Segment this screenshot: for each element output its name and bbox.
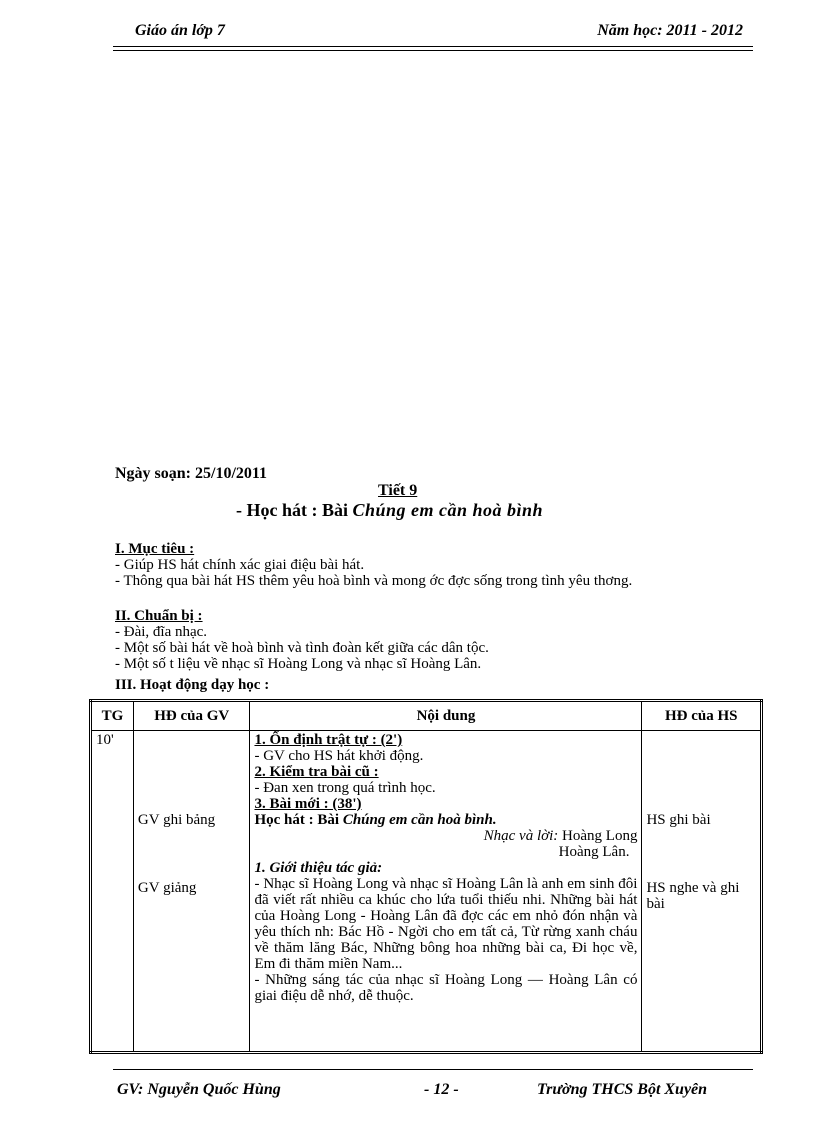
- hs-action: HS ghi bài: [646, 812, 711, 828]
- table-header-row: [91, 701, 762, 731]
- song-prefix: Học hát : Bài: [254, 812, 343, 828]
- header-tg: TG: [91, 701, 134, 731]
- page-number: - 12 -: [424, 1081, 459, 1098]
- footer-left: GV: Nguyễn Quốc Hùng: [117, 1081, 281, 1098]
- lesson-song: Chúng em cần hoà bình: [352, 500, 544, 520]
- material-item: - Một số t liệu về nhạc sĩ Hoàng Long và nhạc sĩ Hoàng Lân.: [115, 656, 482, 672]
- header-left: Giáo án lớp 7: [135, 22, 225, 39]
- section-text: - GV cho HS hát khởi động.: [254, 748, 424, 764]
- intro-paragraph: - Những sáng tác của nhạc sĩ Hoàng Long — Hoàng Lân có giai điệu dễ nhớ, dễ thuộc.: [254, 972, 638, 1004]
- section-text: - Đan xen trong quá trình học.: [254, 780, 436, 796]
- table-row: [91, 731, 762, 1053]
- material-item: - Đài, đĩa nhạc.: [115, 624, 208, 640]
- intro-paragraph: - Nhạc sĩ Hoàng Long và nhạc sĩ Hoàng Lân là anh em sinh đôi đã viết rất nhiều ca khúc cho lứa tuổi thiếu nhi. Những bài hát của Hoàng Long - Hoàng Lân đã đợc các em nhỏ đón nhận và yêu thích nh: Bác Hồ - Ngời cho em tất cả, Từ rừng xanh cháu về thăm lăng Bác, Những bông hoa những bài ca, Đi học về, Em đi thăm miền Nam...: [254, 876, 638, 972]
- footer-right: Trường THCS Bột Xuyên: [537, 1081, 708, 1098]
- objectives-section: [115, 541, 755, 589]
- header-rule: [113, 46, 753, 47]
- activities-heading: III. Hoạt động dạy học :: [115, 677, 270, 693]
- period-title: Tiết 9: [378, 482, 418, 499]
- intro-heading: 1. Giới thiệu tác giả:: [254, 860, 383, 876]
- section-heading: 1. Ổn định trật tự : (2'): [254, 732, 403, 748]
- cell-hs: [642, 731, 762, 1053]
- header-right: Năm học: 2011 - 2012: [597, 22, 743, 39]
- song-line: [254, 812, 637, 828]
- objectives-heading: I. Mục tiêu :: [115, 541, 195, 557]
- author-line-2: Hoàng Lân.: [558, 844, 630, 860]
- objective-item: - Thông qua bài hát HS thêm yêu hoà bình và mong ớc đợc sống trong tình yêu thơng.: [115, 573, 633, 589]
- material-item: - Một số bài hát về hoà bình và tình đoàn kết giữa các dân tộc.: [115, 640, 489, 656]
- song-title: Chúng em cần hoà bình.: [342, 812, 497, 828]
- footer-rule: [113, 1069, 753, 1070]
- gv-action: GV ghi bảng: [137, 812, 216, 828]
- author-label: Nhạc và lời:: [483, 828, 559, 844]
- header-gv: HĐ của GV: [133, 701, 250, 731]
- header-hs: HĐ của HS: [642, 701, 762, 731]
- activity-table: [89, 699, 763, 1054]
- cell-gv: [133, 731, 250, 1053]
- header-content: Nội dung: [250, 701, 642, 731]
- hs-action: HS nghe và ghi bài: [646, 880, 740, 912]
- header-rule-secondary: [113, 50, 753, 51]
- date-line: Ngày soạn: 25/10/2011: [115, 465, 268, 482]
- lesson-title: [236, 500, 543, 521]
- page-header: [113, 22, 753, 44]
- cell-tg: 10': [91, 731, 134, 1053]
- author-line: [254, 828, 637, 844]
- section-heading: 3. Bài mới : (38'): [254, 796, 362, 812]
- author-name: Hoàng Long: [558, 828, 638, 844]
- section-heading: 2. Kiểm tra bài cũ :: [254, 764, 379, 780]
- materials-heading: II. Chuẩn bị :: [115, 608, 203, 624]
- lesson-prefix: - Học hát : Bài: [236, 500, 353, 520]
- objective-item: - Giúp HS hát chính xác giai điệu bài hát.: [115, 557, 365, 573]
- materials-section: [115, 608, 755, 672]
- cell-content: [250, 731, 642, 1053]
- gv-action: GV giảng: [137, 880, 197, 896]
